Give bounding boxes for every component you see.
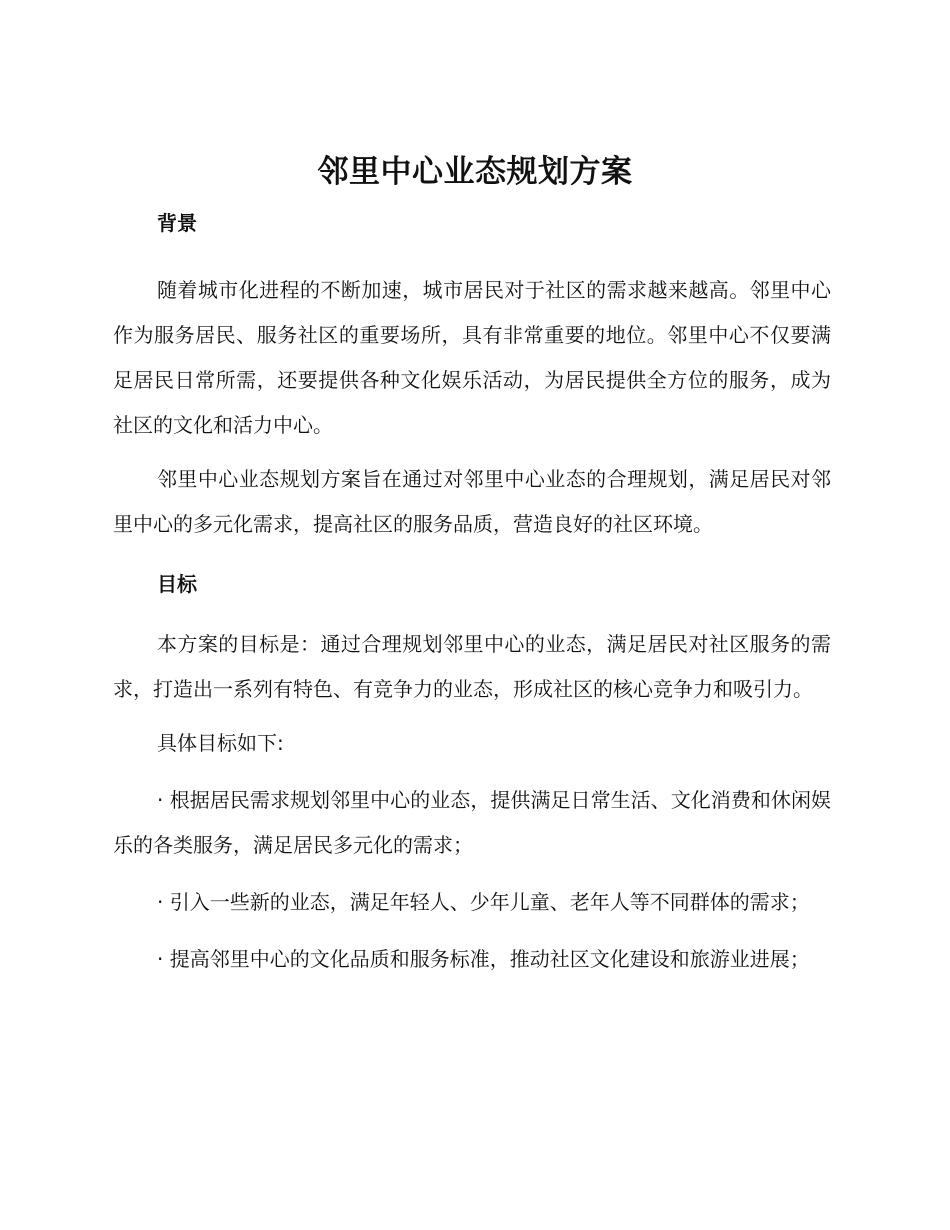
section-heading-background: 背景 (157, 211, 197, 235)
document-body (113, 205, 831, 982)
goal-bullet-item: · 提高邻里中心的文化品质和服务标准，推动社区文化建设和旅游业进展； (157, 947, 810, 971)
goals-paragraph-1: 本方案的目标是：通过合理规划邻里中心的业态，满足居民对社区服务的需求，打造出一系列有特色、有竞争力的业态，形成社区的核心竞争力和吸引力。 (113, 632, 831, 701)
goals-paragraph-2: 具体目标如下: (157, 731, 284, 755)
section-heading-goals: 目标 (157, 572, 197, 596)
background-paragraph-1: 随着城市化进程的不断加速，城市居民对于社区的需求越来越高。邻里中心作为服务居民、服务社区的重要场所，具有非常重要的地位。邻里中心不仅要满足居民日常所需，还要提供各种文化娱乐活动，为居民提供全方位的服务，成为社区的文化和活力中心。 (113, 278, 831, 437)
goal-bullet-item: · 根据居民需求规划邻里中心的业态，提供满足日常生活、文化消费和休闲娱乐的各类服务，满足居民多元化的需求； (113, 788, 831, 857)
background-paragraph-2: 邻里中心业态规划方案旨在通过对邻里中心业态的合理规划，满足居民对邻里中心的多元化需求，提高社区的服务品质，营造良好的社区环境。 (113, 467, 831, 536)
goal-bullet-item: · 引入一些新的业态，满足年轻人、少年儿童、老年人等不同群体的需求； (157, 890, 810, 914)
document-title: 邻里中心业态规划方案 (317, 154, 633, 190)
